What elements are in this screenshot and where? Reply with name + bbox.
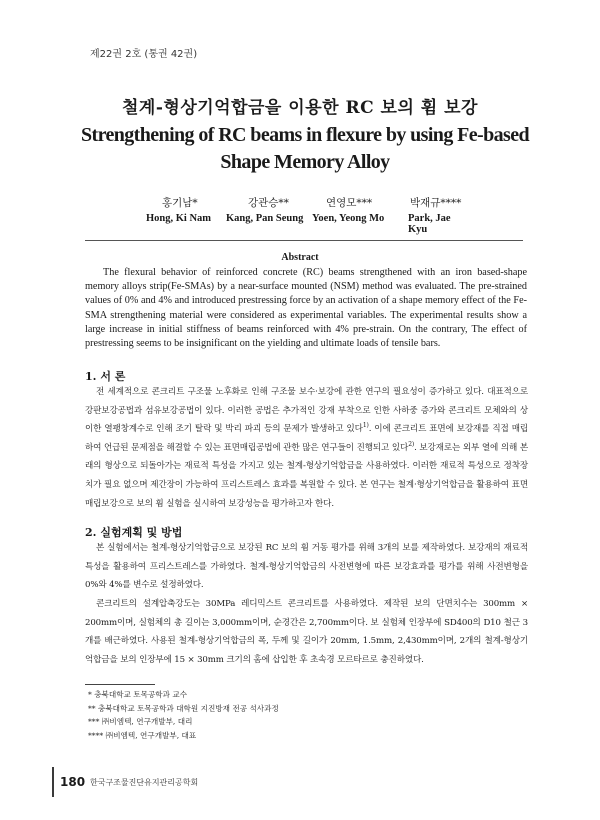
author-name-korean: 강관승** [248,197,289,209]
text-run: 전 세계적으로 콘크리트 구조물 노후화로 인해 구조물 보수·보강에 관한 연구의 필요성이 증가하고 있다. 대표적으로 강판보강공법과 섬유보강공법이 있다. 이러한 공법은 추가적인 강재 부착으로 인한 사하중 증가와 콘크리트 모체와의 상이한 열팽창계수로 인해 조기 탈락 및 박리 파괴 등의 문제가 발생하고 있다 [85,387,528,435]
author-name-korean: 박재규**** [410,197,462,209]
author-name-english: Kang, Pan Seung [226,213,304,224]
divider-line [85,240,523,241]
footnotes [88,688,279,743]
footnote: * 충북대학교 토목공학과 교수 [88,690,188,699]
footnote: ** 충북대학교 토목공학과 대학원 지진방재 전공 석사과정 [88,703,279,713]
author-name-english: Hong, Ki Nam [146,213,212,224]
author-4 [408,195,470,235]
korean-title: 철계-형상기억합금을 이용한 RC 보의 휨 보강 [122,98,478,118]
author-2 [226,195,303,224]
footnote: *** ㈜비엠텍, 연구개발부, 대리 [88,717,193,727]
author-1 [146,195,211,224]
footnote-divider [85,684,155,685]
section-2-paragraph-2: 콘크리트의 설계압축강도는 30MPa 레디믹스트 콘크리트를 사용하였다. 제작된 보의 단면치수는 300mm × 200mm이며, 실험체의 총 길이는 3,000mm이며, 순경간은 2,700mm이다. 보 실험체 인장부에 SD400의 D10 철근 3개를 배근하였다. 사용된 철계-형상기억합금의 폭, 두께 및 길이가 20mm, 1.5mm, 2,430mm이며, 2개의 철계-형상기억합금을 보의 인장부에 15 × 30mm 크기의 홈에 삽입한 후 초속경 모르타르로 충진하였다. [85,599,528,665]
abstract-heading: Abstract [281,252,319,263]
text-run: . 보강재로는 외부 열에 의해 본래의 형상으로 되돌아가는 재료적 특성을 가지고 있는 철계-형상기억합금을 사용하였다. 이러한 재료적 특성으로 정착장치가 필요 없으며 제간장이 가능하여 프리스트레스 효과를 복원할 수 있다. 본 연구는 철계·형상기억합금을 활용하여 표면매립보강으로 보의 휨 실험을 실시하여 보강성능을 평가하고자 한다. [85,442,529,509]
page-number: 180 [60,775,86,789]
section-1-heading: 1. 서 론 [85,370,126,383]
abstract-text: The flexural behavior of reinforced concrete (RC) beams strengthened with an iron based-shape memory alloys strip(Fe-SMAs) by a near-surface mounted (NSM) method was evaluated. The pre-strained values of 0% and 4% and introduced prestressing force by an activation of a shape memory effect of the Fe-SMA strengthening material were considered as experimental variables. The experimental results show a large increase in initial stiffness of beams reinforced with 4% pre-strain. On the contrary, The effect of prestressing seems to be insignificant on the yielding and ultimate loads of tensile bars. [85,267,527,350]
author-name-korean: 홍기남* [162,197,198,209]
author-name-korean: 연영모*** [326,197,373,209]
author-name-english: Yoen, Yeong Mo [312,213,385,224]
author-3 [312,195,384,224]
section-1-paragraph [85,383,528,513]
journal-name: 한국구조물진단유지관리공학회 [90,778,199,787]
section-2-paragraph-1: 본 실험에서는 철계-형상기억합금으로 보강된 RC 보의 휨 거동 평가를 위해 3개의 보를 제작하였다. 보강재의 재료적 특성을 활용하여 프리스트레스를 가하였다. 철계-형상기억합금의 사전변형에 따른 보강효과를 평가를 위해 사전변형을 0%와 4%를 변수로 설정하였다. [85,543,528,591]
footnote: **** ㈜비엠텍, 연구개발부, 대표 [88,731,197,741]
english-title: Strengthening of RC beams in flexure by using Fe-based Shape Memory Alloy [80,124,529,173]
text-run: . 이에 콘크리트 표면에 보강재를 직접 매립하여 언급된 문제점을 해결할 수 있는 표면매립공법에 관한 많은 연구들이 진행되고 있다 [85,424,528,453]
reference-marker: 2) [408,440,415,448]
author-name-english: Park, Jae Kyu [408,213,451,235]
section-2-heading: 2. 실험계획 및 방법 [85,526,183,539]
volume-info: 제22권 2호 (통권 42권) [90,49,198,60]
footer-bar [52,767,54,797]
reference-marker: 1) [362,422,369,430]
